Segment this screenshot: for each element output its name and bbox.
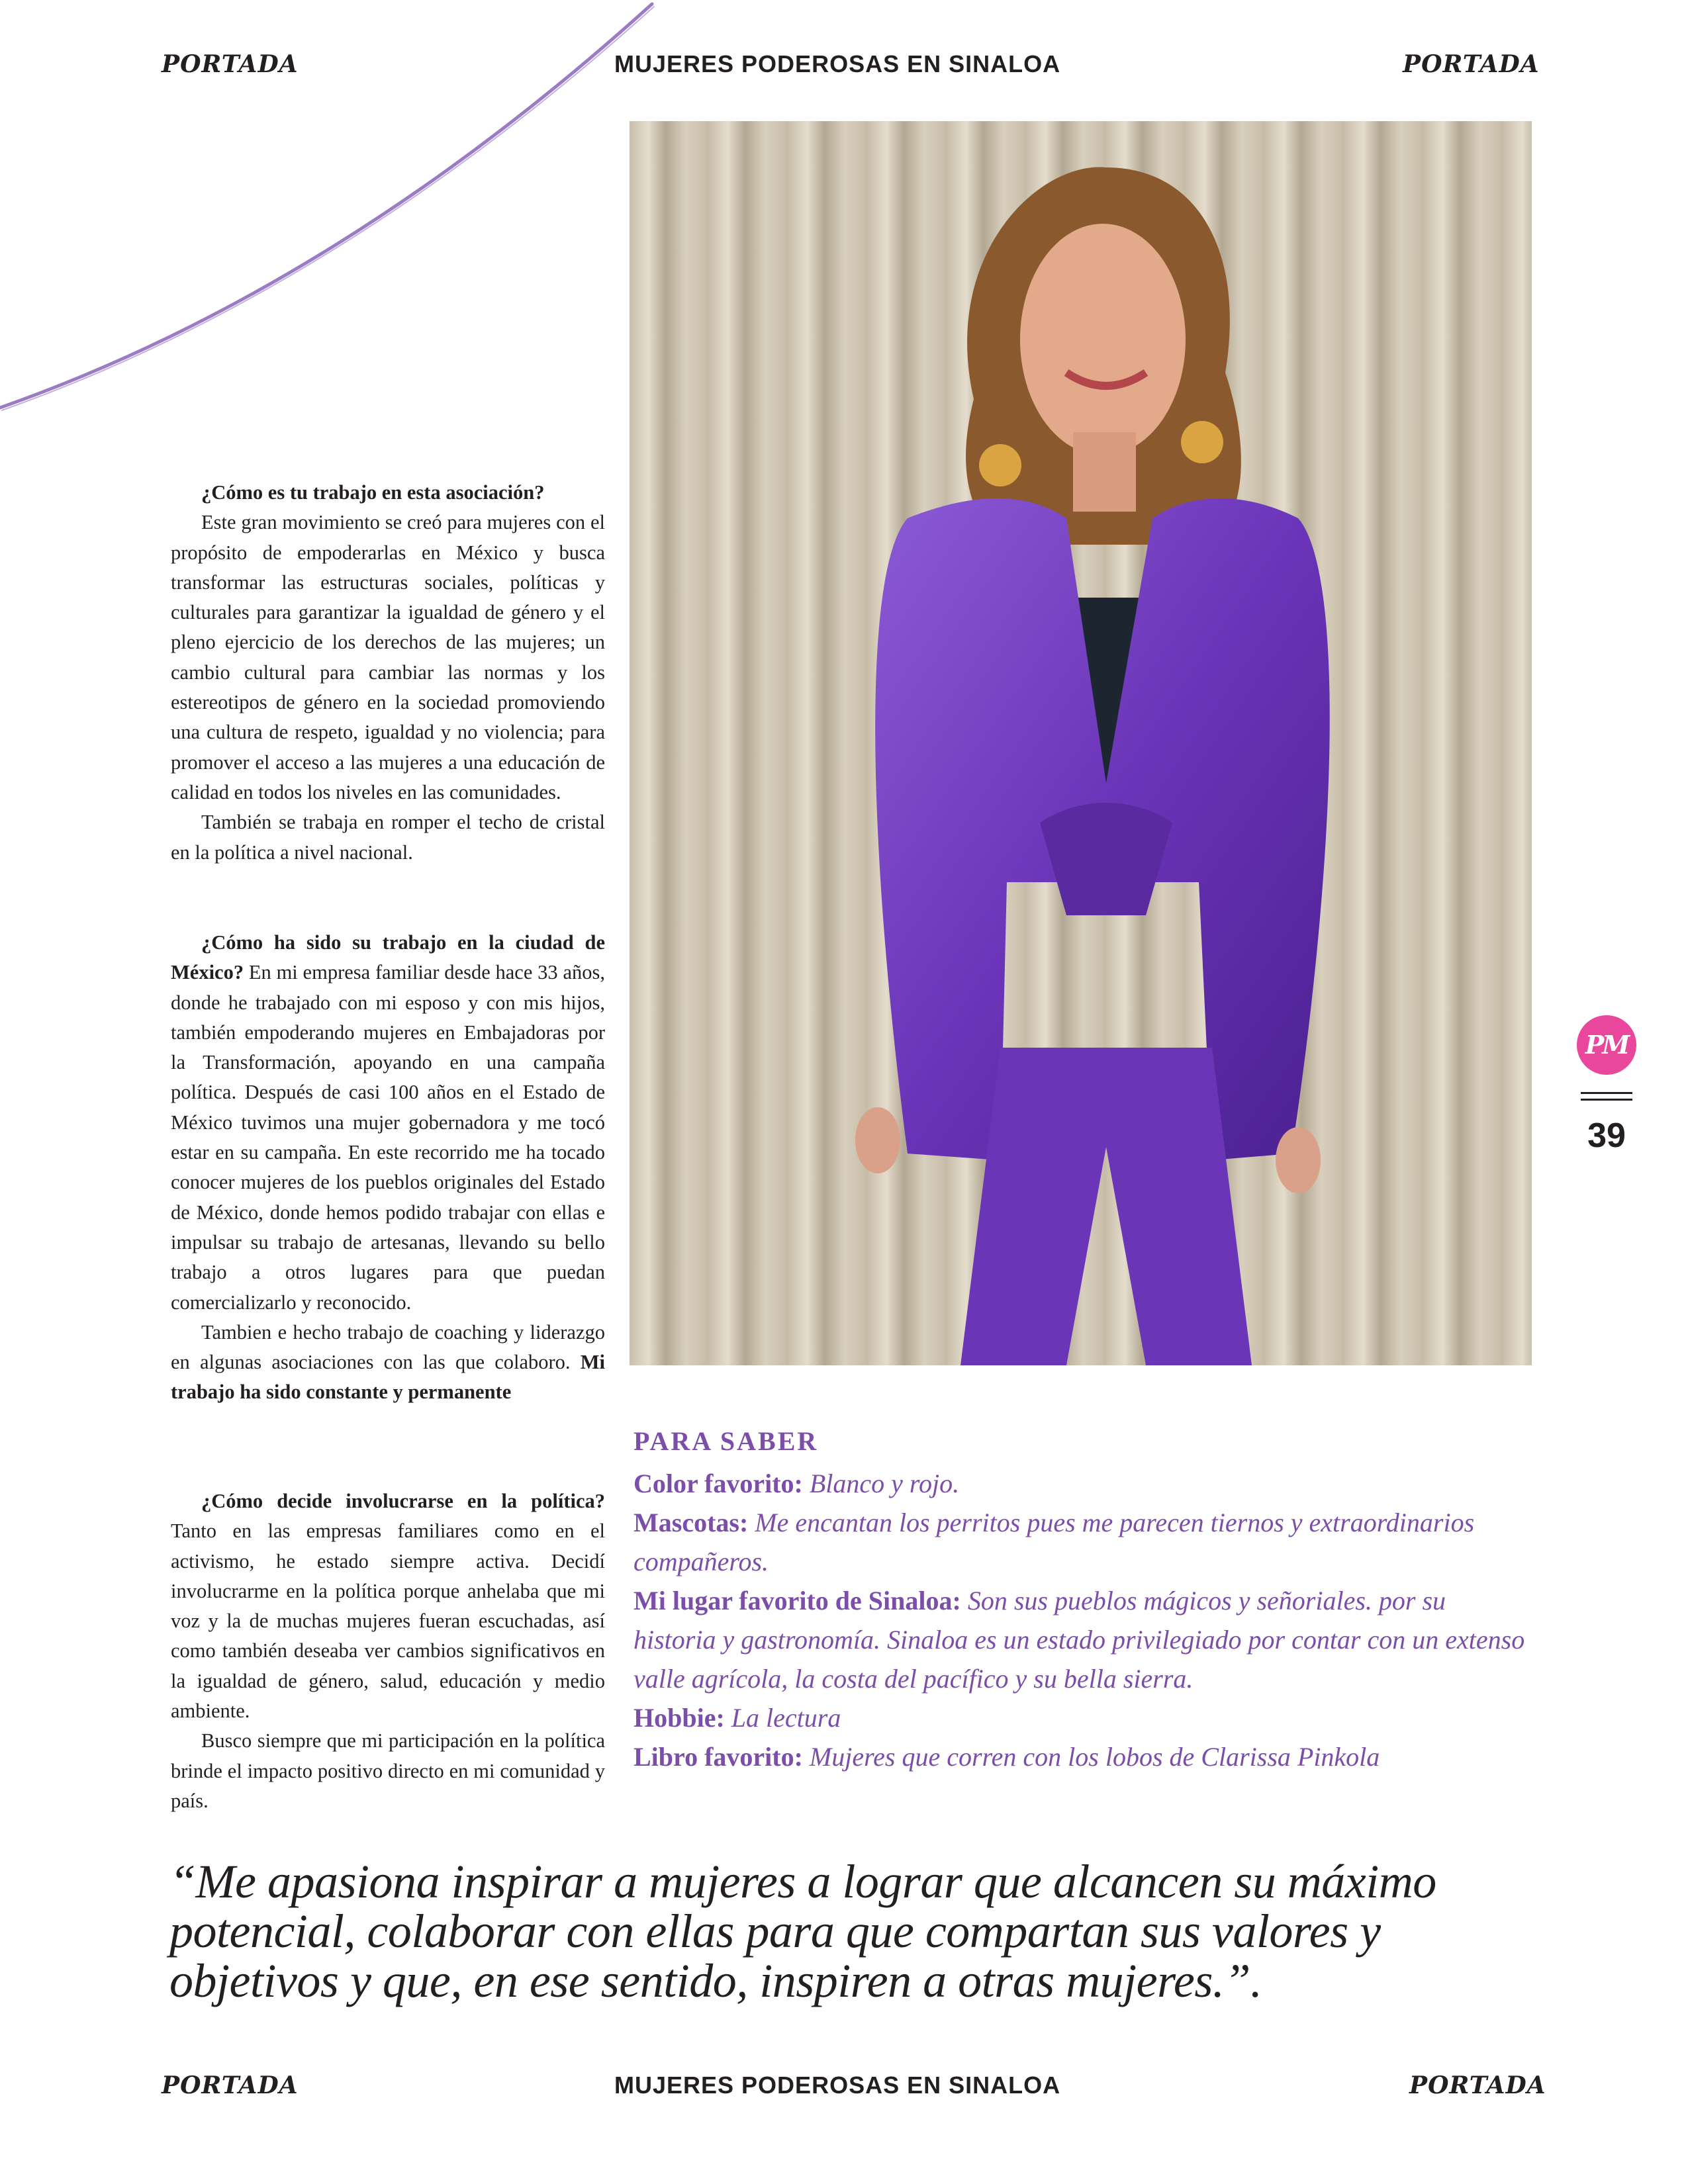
para-saber-title: PARA SABER — [633, 1426, 819, 1456]
answer-2-bold: Mi trabajo ha sido constante y permanente — [171, 1351, 605, 1404]
para-saber-box — [633, 1426, 1534, 1776]
fact-hobby: Hobbie: La lectura — [633, 1703, 841, 1733]
pull-quote: “Me apasiona inspirar a mujeres a lograr que alcancen su máximo potencial, colaborar con ellas para que compartan sus valores y objetivos y que, en ese sentido, inspiren a otras mujeres.”. — [169, 1855, 1436, 2007]
fact-book: Libro favorito: Mujeres que corren con los lobos de Clarissa Pinkola — [633, 1742, 1380, 1772]
answer-1-paragraph-2: También se trabaja en romper el techo de cristal en la política a nivel nacional. — [171, 811, 605, 864]
decorative-purple-line — [0, 0, 662, 424]
badge-rule-bottom — [1581, 1099, 1632, 1101]
page-number: 39 — [1587, 1116, 1626, 1155]
footer-magazine-title: MUJERES PODEROSAS EN SINALOA — [614, 2071, 1061, 2099]
pm-logo-badge: PM — [1577, 1015, 1636, 1075]
question-3-block — [171, 1486, 605, 1726]
article-column-q2 — [171, 928, 605, 1408]
question-2-block — [171, 928, 605, 1318]
article-column — [171, 478, 605, 868]
header-magazine-title: MUJERES PODEROSAS EN SINALOA — [614, 50, 1061, 77]
footer-section-right: PORTADA — [1409, 2071, 1546, 2099]
fact-color: Color favorito: Blanco y rojo. — [633, 1469, 960, 1498]
header-section-right: PORTADA — [1403, 50, 1540, 78]
question-3: ¿Cómo decide involucrarse en la política? — [201, 1490, 605, 1512]
header-section-left: PORTADA — [162, 50, 299, 78]
fact-place: Mi lugar favorito de Sinaloa: Son sus pueblos mágicos y señoriales. por su historia y gastronomía. Sinaloa es un estado privilegiado por contar con un extenso valle agrícola, la costa del pacífico y su bella sierra. — [633, 1586, 1525, 1694]
answer-3: Tanto en las empresas familiares como en el activismo, he estado siempre activa. Decidí involucrarme en la política porque anhelaba que mi voz y la de muchas mujeres fueran escuchadas, así como también deseaba ver cambios significativos en la igualdad de género, salud, educación y medio ambiente. — [171, 1520, 605, 1723]
answer-3-paragraph-2: Busco siempre que mi participación en la política brinde el impacto positivo directo en mi comunidad y país. — [171, 1729, 605, 1812]
answer-2: En mi empresa familiar desde hace 33 años, donde he trabajado con mi esposo y con mis hijos, también empoderando mujeres en Embajadoras por la Transformación, apoyando en una campaña política. Después de casi 100 años en el Estado de México tuvimos una mujer gobernadora y me tocó estar en su campaña. En este recorrido me ha tocado conocer mujeres de los pueblos originales del Estado de México, donde hemos podido trabajar con ellas e impulsar su trabajo de artesanas, llevando su bello trabajo a otros lugares para que puedan comercializarlo y reconocido. — [171, 961, 606, 1314]
answer-1: Este gran movimiento se creó para mujeres con el propósito de empoderarlas en México y busca transformar las estructuras sociales, políticas y culturales para garantizar la igualdad de género y el pleno ejercicio de los derechos de las mujeres; un cambio cultural para cambiar las normas y los estereotipos de género en la sociedad promoviendo una cultura de respeto, igualdad y no violencia; para promover el acceso a las mujeres a una educación de calidad en todos los niveles en las comunidades. — [171, 511, 605, 803]
fact-pets: Mascotas: Me encantan los perritos pues me parecen tiernos y extraordinarios compañeros. — [633, 1508, 1475, 1576]
portrait-photo — [630, 121, 1532, 1365]
answer-2-paragraph-2: Tambien e hecho trabajo de coaching y liderazgo en algunas asociaciones con las que colaboro. Mi trabajo ha sido constante y permanente — [171, 1320, 605, 1404]
article-column-q3 — [171, 1486, 605, 1816]
question-1: ¿Cómo es tu trabajo en esta asociación? — [201, 481, 545, 504]
question-2: ¿Cómo ha sido su trabajo en la ciudad de México? — [171, 931, 605, 984]
badge-rule-top — [1581, 1092, 1632, 1094]
footer-section-left: PORTADA — [162, 2071, 299, 2099]
